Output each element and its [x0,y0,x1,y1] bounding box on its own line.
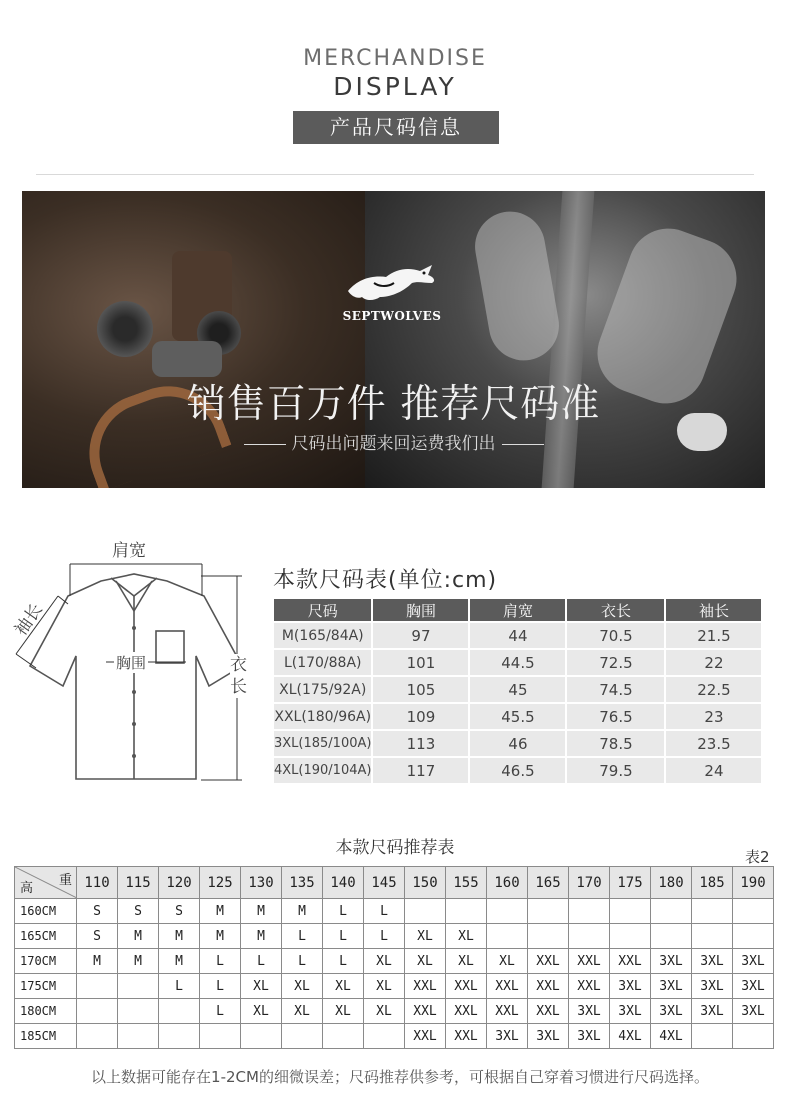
cell: 22.5 [666,677,761,702]
cell: 109 [373,704,468,729]
col-header: 袖长 [666,599,761,621]
size-cell [692,1024,733,1049]
size-cell [323,1024,364,1049]
size-cell: XXL [405,974,446,999]
cell: 4XL(190/104A) [274,758,371,783]
size-cell: L [364,924,405,949]
shoulder-label: 肩宽 [112,541,146,561]
cell: 72.5 [567,650,664,675]
cell: 45 [470,677,565,702]
cell: 45.5 [470,704,565,729]
col-header: 胸围 [373,599,468,621]
banner-title: 销售百万件 推荐尺码准 [186,382,601,427]
size-cell: S [159,899,200,924]
cell: 97 [373,623,468,648]
size-cell [241,1024,282,1049]
dash-line [244,444,286,445]
size-cell [692,899,733,924]
recommend-table [14,866,774,1049]
size-cell: M [118,949,159,974]
size-cell: 3XL [733,974,774,999]
size-cell: 3XL [651,999,692,1024]
cell: 23.5 [666,731,761,756]
size-cell [487,924,528,949]
col-header: 衣长 [567,599,664,621]
size-cell: S [77,924,118,949]
table-row [15,974,774,999]
cell: 46.5 [470,758,565,783]
size-cell: M [200,899,241,924]
cell: XXL(180/96A) [274,704,371,729]
size-cell: L [323,924,364,949]
size-cell: 3XL [528,1024,569,1049]
size-cell: XL [241,999,282,1024]
weight-header: 180 [651,867,692,899]
cell: 74.5 [567,677,664,702]
weight-header: 115 [118,867,159,899]
cell: 117 [373,758,468,783]
cell: M(165/84A) [274,623,371,648]
table-row [274,677,761,702]
table-row [274,704,761,729]
size-cell: L [159,974,200,999]
cell: 78.5 [567,731,664,756]
size-cell: 3XL [651,974,692,999]
size-cell: 3XL [610,974,651,999]
cell: 24 [666,758,761,783]
chest-label: 胸围 [116,654,147,672]
section-title-box: 产品尺码信息 [293,111,499,144]
height-cell: 175CM [15,974,77,999]
table-row [15,899,774,924]
cell: 44 [470,623,565,648]
size-cell: 3XL [651,949,692,974]
size-cell: M [241,924,282,949]
size-cell [200,1024,241,1049]
size-cell [692,924,733,949]
size-cell [651,924,692,949]
weight-header: 130 [241,867,282,899]
size-cell [282,1024,323,1049]
corner-cell [15,867,77,899]
size-cell [528,924,569,949]
recommend-table-header [15,867,774,899]
cell: 76.5 [567,704,664,729]
height-cell: 170CM [15,949,77,974]
cell: 22 [666,650,761,675]
weight-header: 150 [405,867,446,899]
footnote: 以上数据可能存在1-2CM的细微误差；尺码推荐供参考，可根据自己穿着习惯进行尺码选择。 [91,1068,709,1086]
size-cell [159,999,200,1024]
height-cell: 180CM [15,999,77,1024]
cell: 113 [373,731,468,756]
size-cell [77,974,118,999]
size-cell: XXL [569,974,610,999]
size-cell [610,899,651,924]
size-cell [77,1024,118,1049]
height-label: 高 [20,881,34,896]
weight-header: 185 [692,867,733,899]
size-cell: M [159,924,200,949]
brand-logo [332,261,452,323]
table-row [15,1024,774,1049]
size-cell [118,974,159,999]
size-table-title: 本款尺码表(单位:cm) [273,568,498,593]
shirt-measurement-diagram [6,536,261,788]
size-cell: XL [405,949,446,974]
cell: L(170/88A) [274,650,371,675]
size-cell [487,899,528,924]
size-cell: S [77,899,118,924]
size-cell: 4XL [651,1024,692,1049]
cell: 44.5 [470,650,565,675]
size-cell: L [200,999,241,1024]
banner-subtitle [22,429,765,454]
size-cell [159,1024,200,1049]
size-cell: XXL [569,949,610,974]
banner-subtitle-text: 尺码出问题来回运费我们出 [291,434,496,454]
size-cell: XL [364,949,405,974]
table-row [274,623,761,648]
size-cell: M [282,899,323,924]
cell: 3XL(185/100A) [274,731,371,756]
col-header: 尺码 [274,599,371,621]
size-cell: XL [487,949,528,974]
size-cell: 3XL [569,999,610,1024]
size-cell: XXL [528,974,569,999]
size-cell: M [159,949,200,974]
size-cell: XXL [446,1024,487,1049]
size-cell [651,899,692,924]
table-row [15,949,774,974]
size-cell: XL [446,949,487,974]
size-cell: XL [282,974,323,999]
weight-header: 145 [364,867,405,899]
size-cell: L [323,949,364,974]
height-cell: 160CM [15,899,77,924]
size-cell: XL [323,974,364,999]
table-row [274,650,761,675]
weight-header: 125 [200,867,241,899]
cell: 21.5 [666,623,761,648]
size-cell: XXL [487,999,528,1024]
table-row [15,924,774,949]
weight-header: 190 [733,867,774,899]
weight-header: 165 [528,867,569,899]
size-cell: XXL [610,949,651,974]
size-cell: XL [446,924,487,949]
recommend-table-title: 本款尺码推荐表 [335,838,455,858]
size-cell [733,899,774,924]
header-line1: MERCHANDISE [303,46,487,71]
cell: 105 [373,677,468,702]
size-cell: XXL [487,974,528,999]
dash-line [502,444,544,445]
size-cell: XL [364,974,405,999]
size-cell: L [364,899,405,924]
size-cell: XXL [528,999,569,1024]
size-cell: 4XL [610,1024,651,1049]
size-cell [77,999,118,1024]
cell: 46 [470,731,565,756]
size-cell: XL [282,999,323,1024]
size-cell: XXL [446,999,487,1024]
weight-header: 110 [77,867,118,899]
size-cell: M [200,924,241,949]
height-cell: 185CM [15,1024,77,1049]
weight-label: 重 [58,873,72,888]
size-cell: XXL [405,1024,446,1049]
height-cell: 165CM [15,924,77,949]
table-tag: 表2 [745,848,770,866]
size-cell: XL [364,999,405,1024]
promo-banner [22,191,765,488]
length-label: 衣长 [230,655,247,697]
size-cell [733,924,774,949]
cell: 79.5 [567,758,664,783]
size-cell: 3XL [569,1024,610,1049]
col-header: 肩宽 [470,599,565,621]
size-cell: 3XL [692,974,733,999]
size-cell [118,1024,159,1049]
brand-name: SEPTWOLVES [342,309,442,323]
size-cell: 3XL [487,1024,528,1049]
size-cell: XL [323,999,364,1024]
cell: XL(175/92A) [274,677,371,702]
size-cell: M [118,924,159,949]
size-cell [446,899,487,924]
size-cell [733,1024,774,1049]
size-cell [405,899,446,924]
wolf-logo-icon [344,261,440,303]
size-cell [364,1024,405,1049]
size-cell: L [200,949,241,974]
size-cell: L [200,974,241,999]
size-cell: M [241,899,282,924]
weight-header: 155 [446,867,487,899]
thimble [152,341,222,377]
weight-header: 160 [487,867,528,899]
size-cell: XXL [446,974,487,999]
weight-header: 170 [569,867,610,899]
size-cell: S [118,899,159,924]
size-table-header [274,599,761,621]
table-row [274,758,761,783]
table-row [15,999,774,1024]
size-cell: L [323,899,364,924]
weight-header: 140 [323,867,364,899]
cell: 101 [373,650,468,675]
size-cell: L [282,949,323,974]
size-table [272,597,763,785]
button-disc [97,301,153,357]
size-cell: 3XL [733,949,774,974]
cell: 70.5 [567,623,664,648]
size-cell: XL [405,924,446,949]
size-cell: 3XL [692,949,733,974]
sleeve-label: 袖长 [11,600,47,640]
size-cell: L [241,949,282,974]
table-row [274,731,761,756]
size-cell: 3XL [733,999,774,1024]
size-cell: 3XL [692,999,733,1024]
size-cell: XXL [528,949,569,974]
size-cell [528,899,569,924]
weight-header: 175 [610,867,651,899]
size-cell: M [77,949,118,974]
size-cell: L [282,924,323,949]
size-cell: XL [241,974,282,999]
size-cell: XXL [405,999,446,1024]
weight-header: 135 [282,867,323,899]
size-cell [569,899,610,924]
size-cell [569,924,610,949]
size-cell: 3XL [610,999,651,1024]
weight-header: 120 [159,867,200,899]
size-cell [118,999,159,1024]
header-line2: DISPLAY [333,72,457,101]
size-cell [610,924,651,949]
divider [36,174,754,175]
cell: 23 [666,704,761,729]
